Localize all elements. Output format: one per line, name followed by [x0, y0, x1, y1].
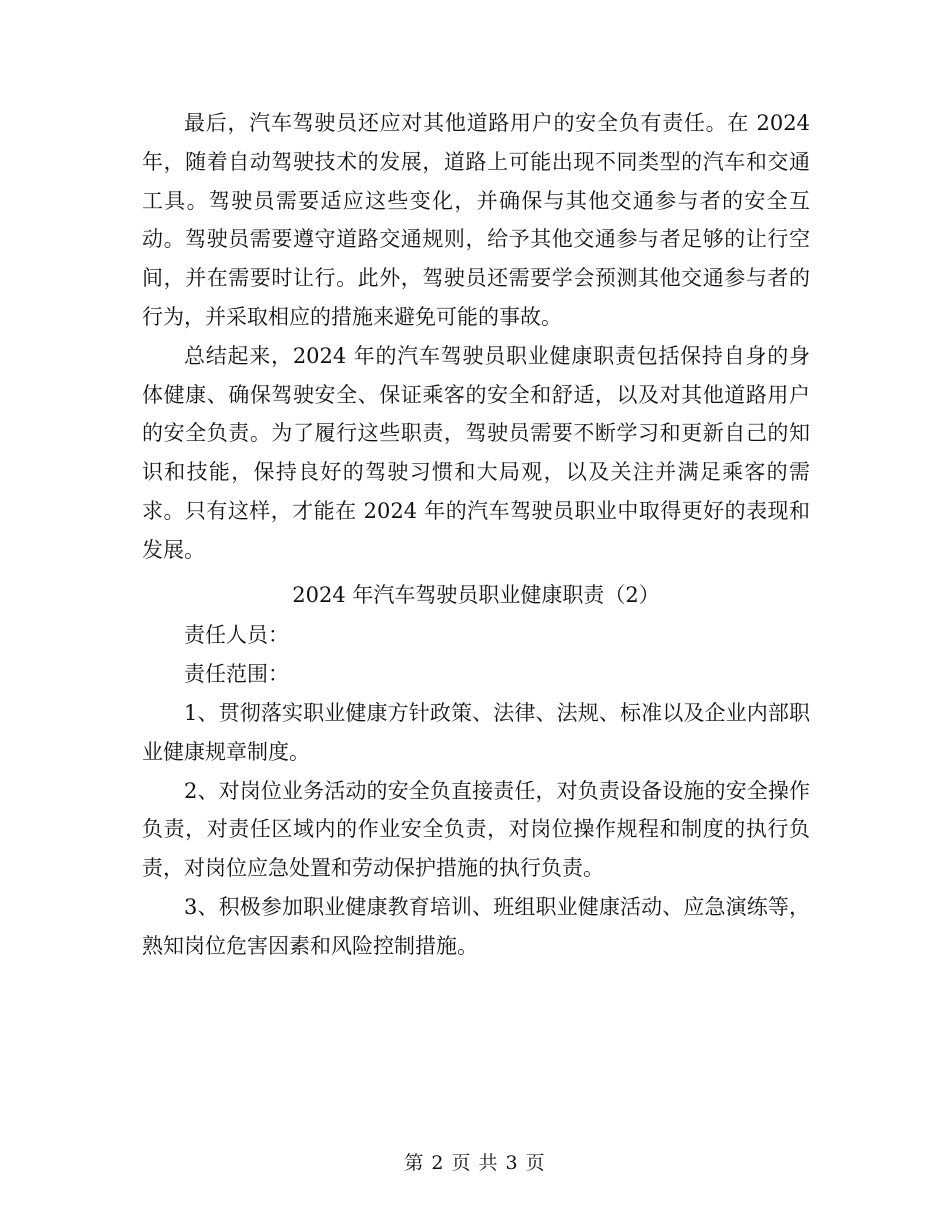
paragraph-summary: 总结起来，2024 年的汽车驾驶员职业健康职责包括保持自身的身体健康、确保驾驶安全、保证乘客的安全和舒适，以及对其他道路用户的安全负责。为了履行这些职责，驾驶员需要不断学习和更新自己的知识和技能，保持良好的驾驶习惯和大局观，以及关注并满足乘客的需求。只有这样，才能在 2024 年的汽车驾驶员职业中取得更好的表现和发展。: [142, 343, 810, 562]
responsibility-item-2: 2、对岗位业务活动的安全负直接责任，对负责设备设施的安全操作负责，对责任区域内的作业安全负责，对岗位操作规程和制度的执行负责，对岗位应急处置和劳动保护措施的执行负责。: [142, 778, 810, 881]
responsibility-item-3: 3、积极参加职业健康教育培训、班组职业健康活动、应急演练等，熟知岗位危害因素和风险控制措施。: [142, 894, 810, 958]
section-heading: 2024 年汽车驾驶员职业健康职责（2）: [292, 582, 660, 607]
page-number-footer: 第 2 页 共 3 页: [404, 1152, 546, 1174]
responsibility-item-1: 1、贯彻落实职业健康方针政策、法律、法规、标准以及企业内部职业健康规章制度。: [142, 700, 810, 764]
paragraph-driver-responsibility-others: 最后，汽车驾驶员还应对其他道路用户的安全负有责任。在 2024 年，随着自动驾驶技术的发展，道路上可能出现不同类型的汽车和交通工具。驾驶员需要适应这些变化，并确保与其他交通参与者的安全互动。驾驶员需要遵守道路交通规则，给予其他交通参与者足够的让行空间，并在需要时让行。此外，驾驶员还需要学会预测其他交通参与者的行为，并采取相应的措施来避免可能的事故。: [142, 111, 810, 329]
document-body: [142, 104, 810, 966]
responsibility-scope-label: 责任范围：: [184, 662, 289, 687]
responsible-person-label: 责任人员：: [184, 623, 289, 648]
